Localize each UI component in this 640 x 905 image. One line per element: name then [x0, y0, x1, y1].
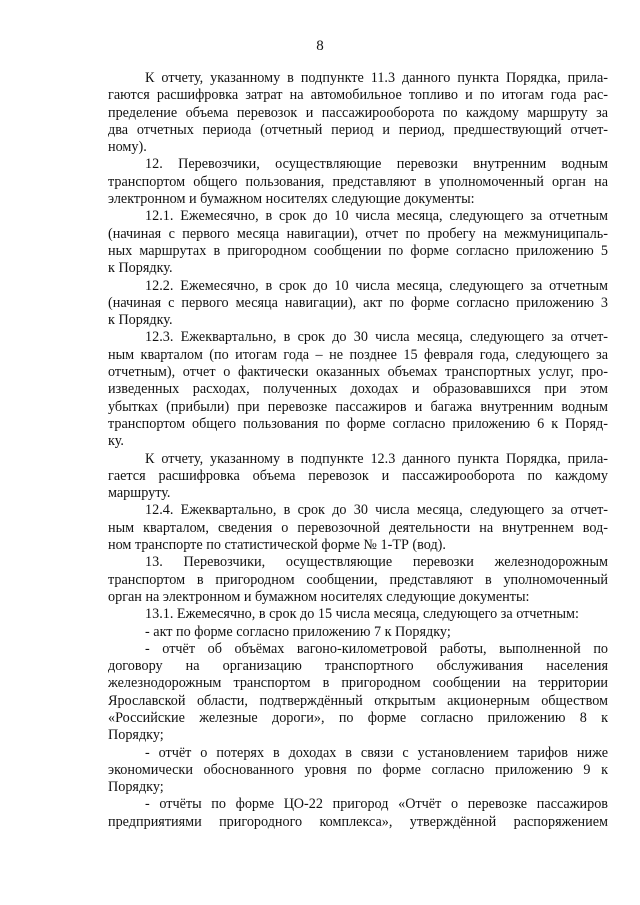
- paragraph-line: два отчетных периода (отчетный период и период, предшествующий отчет-: [108, 121, 608, 138]
- list-item-line: - акт по форме согласно приложению 7 к Порядку;: [145, 623, 451, 640]
- list-item-line: - отчёт о потерях в доходах в связи с установлением тарифов ниже: [145, 744, 608, 761]
- paragraph-line: 12.4. Ежеквартально, в срок до 30 числа месяца, следующего за отчет-: [145, 502, 608, 519]
- paragraph-line: 12.2. Ежемесячно, в срок до 10 числа месяца, следующего за отчетным: [145, 277, 608, 294]
- list-item-line: - отчёт об объёмах вагоно-километровой работы, выполненной по: [145, 640, 608, 657]
- paragraph-line: ку.: [108, 433, 124, 450]
- paragraph-line: транспортом общего пользования, представляют в уполномоченный орган на: [108, 173, 608, 190]
- paragraph-line: отчетным), отчет о фактически оказанных объемах транспортных услуг, про-: [108, 364, 608, 381]
- paragraph-line: к Порядку.: [108, 260, 173, 277]
- paragraph-line: 13. Перевозчики, осуществляющие перевозки железнодорожным: [145, 554, 608, 571]
- list-item-line: Ярославской области, подтверждённый открытым акционерным обществом: [108, 692, 608, 709]
- paragraph-line: гается расшифровка объема перевозок и пассажирооборота по каждому: [108, 467, 608, 484]
- paragraph-line: 12.3. Ежеквартально, в срок до 30 числа месяца, следующего за отчет-: [145, 329, 608, 346]
- list-item-line: Порядку;: [108, 779, 164, 796]
- paragraph-line: ным кварталом, сведения о перевозочной деятельности на внутреннем вод-: [108, 519, 608, 536]
- paragraph-line: К отчету, указанному в подпункте 11.3 данного пункта Порядка, прила-: [145, 70, 608, 86]
- paragraph-line: К отчету, указанному в подпункте 12.3 данного пункта Порядка, прила-: [145, 450, 608, 467]
- page-number: 8: [316, 38, 324, 54]
- list-item-line: экономически обоснованного уровня по форме согласно приложению 9 к: [108, 761, 608, 778]
- paragraph-line: ных маршрутах в пригородном сообщении по форме согласно приложению 5: [108, 242, 608, 259]
- paragraph-line: (начиная с первого месяца навигации), отчет по пробегу на межмуниципаль-: [108, 225, 608, 242]
- list-item-line: Порядку;: [108, 727, 164, 744]
- paragraph-line: 12.1. Ежемесячно, в срок до 10 числа месяца, следующего за отчетным: [145, 208, 608, 225]
- paragraph-line: электронном и бумажном носителях следующие документы:: [108, 191, 475, 208]
- paragraph-line: гаются расшифровка затрат на автомобильное топливо и по итогам года рас-: [108, 87, 608, 104]
- paragraph-line: транспортом общего пользования по форме согласно приложению 6 к Поряд-: [108, 415, 608, 432]
- list-item-line: договору на организацию транспортного обслуживания населения: [108, 658, 608, 675]
- paragraph-line: ном транспорте по статистической форме № 1-ТР (вод).: [108, 537, 446, 554]
- paragraph-line: маршруту.: [108, 485, 171, 502]
- list-item-line: предприятиями пригородного комплекса», утверждённой распоряжением: [108, 813, 608, 830]
- paragraph-line: (начиная с первого месяца навигации), акт по форме согласно приложению 3: [108, 294, 608, 311]
- paragraph-line: пределение объема перевозок и пассажирооборота по каждому маршруту за: [108, 104, 608, 121]
- paragraph-line: к Порядку.: [108, 312, 173, 329]
- paragraph-line: изведенных расходах, полученных доходах и образовавшихся при этом: [108, 381, 608, 398]
- paragraph-line: ным кварталом (по итогам года – не позднее 15 февраля года, следующего за: [108, 346, 608, 363]
- paragraph-line: транспортом в пригородном сообщении, представляют в уполномоченный: [108, 571, 608, 588]
- paragraph-line: орган на электронном и бумажном носителях следующие документы:: [108, 588, 530, 605]
- paragraph-line: убытках (прибыли) при перевозке пассажиров и багажа внутренним водным: [108, 398, 608, 415]
- body-text: [108, 70, 608, 831]
- list-item-line: железнодорожным транспортом в пригородном сообщении на территории: [108, 675, 608, 692]
- list-item-line: - отчёты по форме ЦО-22 пригород «Отчёт о перевозке пассажиров: [145, 796, 608, 813]
- paragraph-line: ному).: [108, 139, 147, 156]
- list-item-line: «Российские железные дороги», по форме согласно приложению 8 к: [108, 709, 608, 726]
- paragraph-line: 12. Перевозчики, осуществляющие перевозки внутренним водным: [145, 156, 608, 173]
- paragraph-line: 13.1. Ежемесячно, в срок до 15 числа месяца, следующего за отчетным:: [145, 606, 579, 623]
